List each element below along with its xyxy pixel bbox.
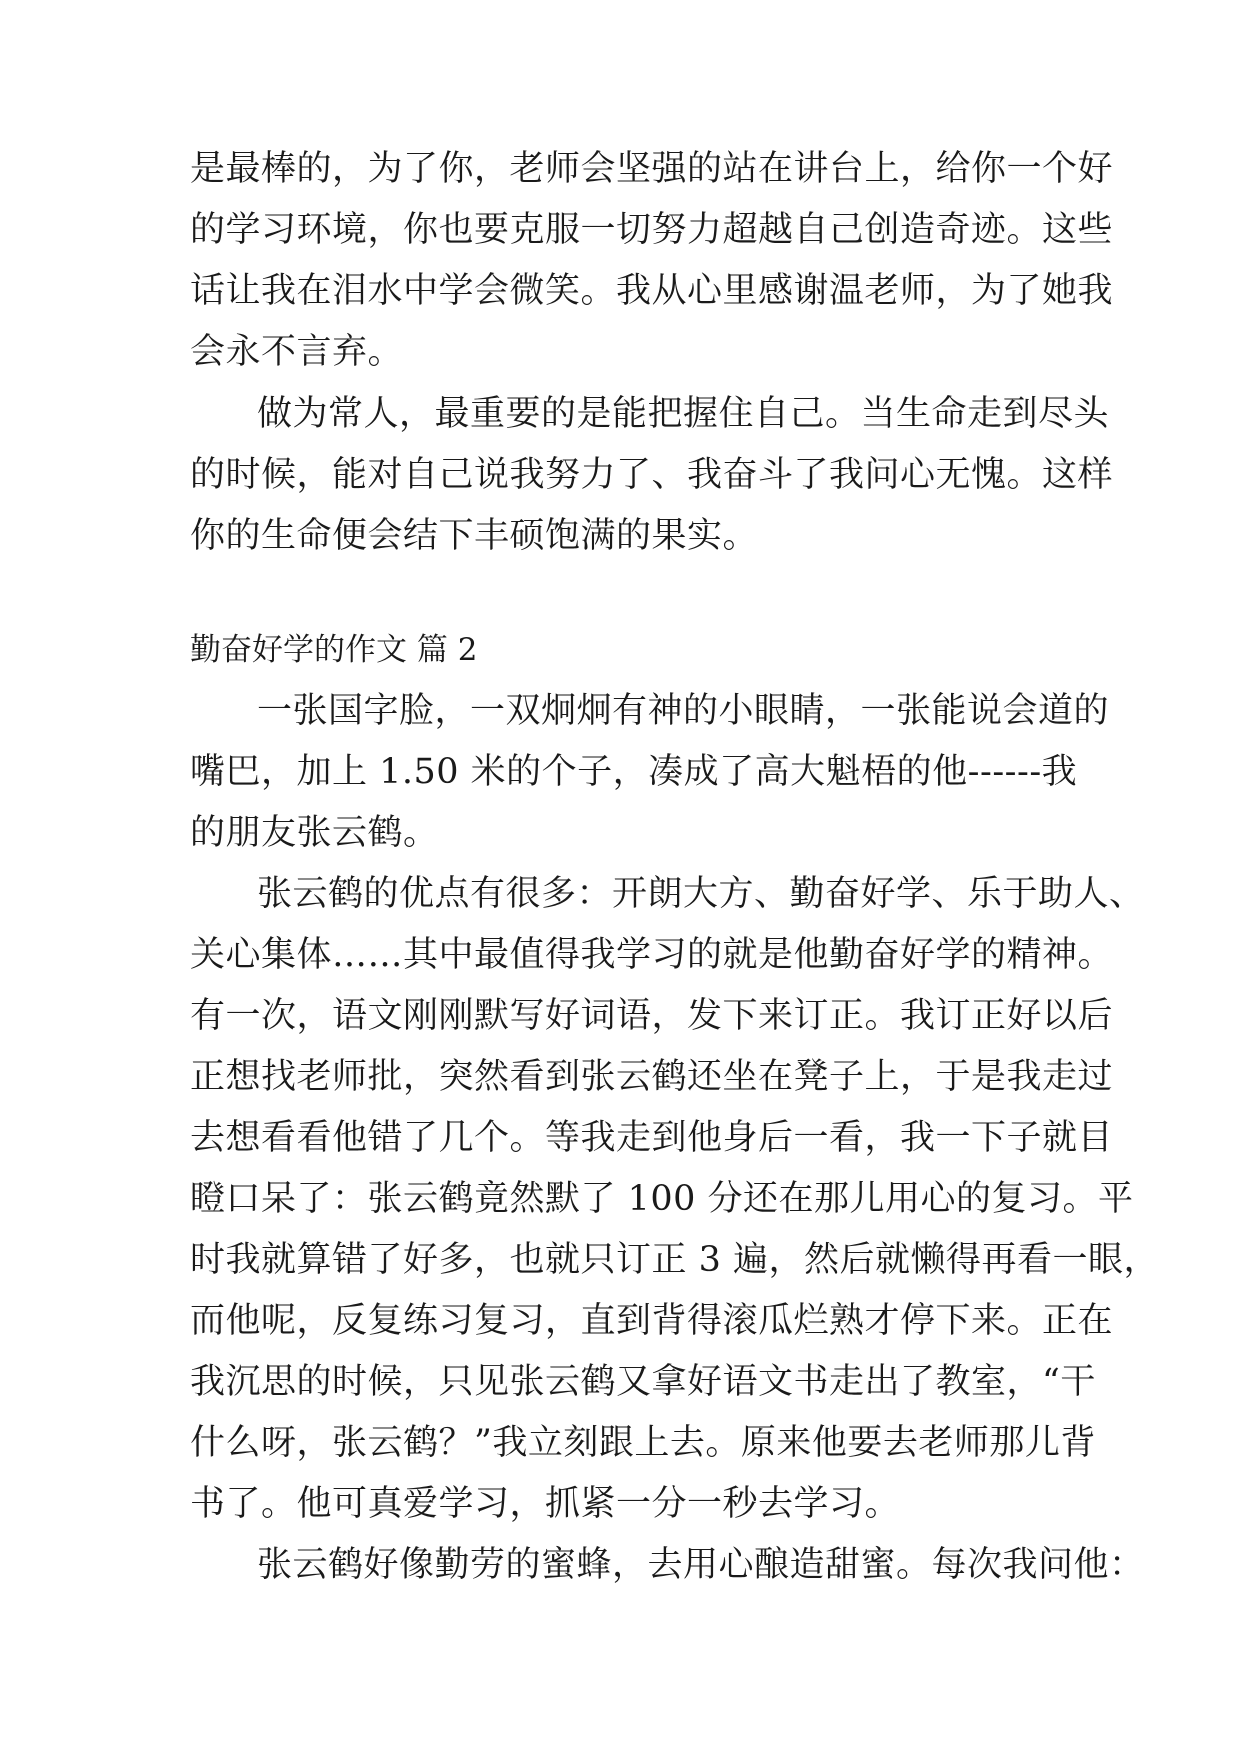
text-line: 而他呢，反复练习复习，直到背得滚瓜烂熟才停下来。正在	[190, 1301, 1114, 1341]
text-line: 正想找老师批，突然看到张云鹤还坐在凳子上，于是我走过	[190, 1057, 1114, 1097]
text-line: 的时候，能对自己说我努力了、我奋斗了我问心无愧。这样	[190, 455, 1114, 495]
text-line: 关心集体……其中最值得我学习的就是他勤奋好学的精神。	[190, 935, 1114, 975]
text-line: 一张国字脸，一双炯炯有神的小眼睛，一张能说会道的	[257, 691, 1110, 731]
text-line: 你的生命便会结下丰硕饱满的果实。	[190, 516, 759, 556]
text-line: 瞪口呆了：张云鹤竟然默了 100 分还在那儿用心的复习。平	[190, 1179, 1134, 1219]
section-heading: 勤奋好学的作文 篇 2	[190, 632, 478, 668]
text-line: 张云鹤的优点有很多：开朗大方、勤奋好学、乐于助人、	[257, 874, 1145, 914]
text-line: 做为常人，最重要的是能把握住自己。当生命走到尽头	[257, 394, 1110, 434]
text-line: 张云鹤好像勤劳的蜜蜂，去用心酿造甜蜜。每次我问他：	[257, 1545, 1145, 1585]
text-line: 话让我在泪水中学会微笑。我从心里感谢温老师，为了她我	[190, 271, 1114, 311]
text-line: 的朋友张云鹤。	[190, 813, 439, 853]
text-line: 书了。他可真爱学习，抓紧一分一秒去学习。	[190, 1484, 901, 1524]
text-line: 会永不言弃。	[190, 332, 404, 372]
text-line: 有一次，语文刚刚默写好词语，发下来订正。我订正好以后	[190, 996, 1114, 1036]
text-line: 嘴巴，加上 1.50 米的个子，凑成了高大魁梧的他------我	[190, 752, 1078, 792]
text-line: 时我就算错了好多，也就只订正 3 遍，然后就懒得再看一眼，	[190, 1240, 1160, 1280]
text-line: 的学习环境，你也要克服一切努力超越自己创造奇迹。这些	[190, 210, 1114, 250]
text-line: 是最棒的，为了你，老师会坚强的站在讲台上，给你一个好	[190, 149, 1114, 189]
text-line: 我沉思的时候，只见张云鹤又拿好语文书走出了教室，“干	[190, 1362, 1096, 1402]
text-line: 什么呀，张云鹤？”我立刻跟上去。原来他要去老师那儿背	[190, 1423, 1096, 1463]
text-line: 去想看看他错了几个。等我走到他身后一看，我一下子就目	[190, 1118, 1114, 1158]
